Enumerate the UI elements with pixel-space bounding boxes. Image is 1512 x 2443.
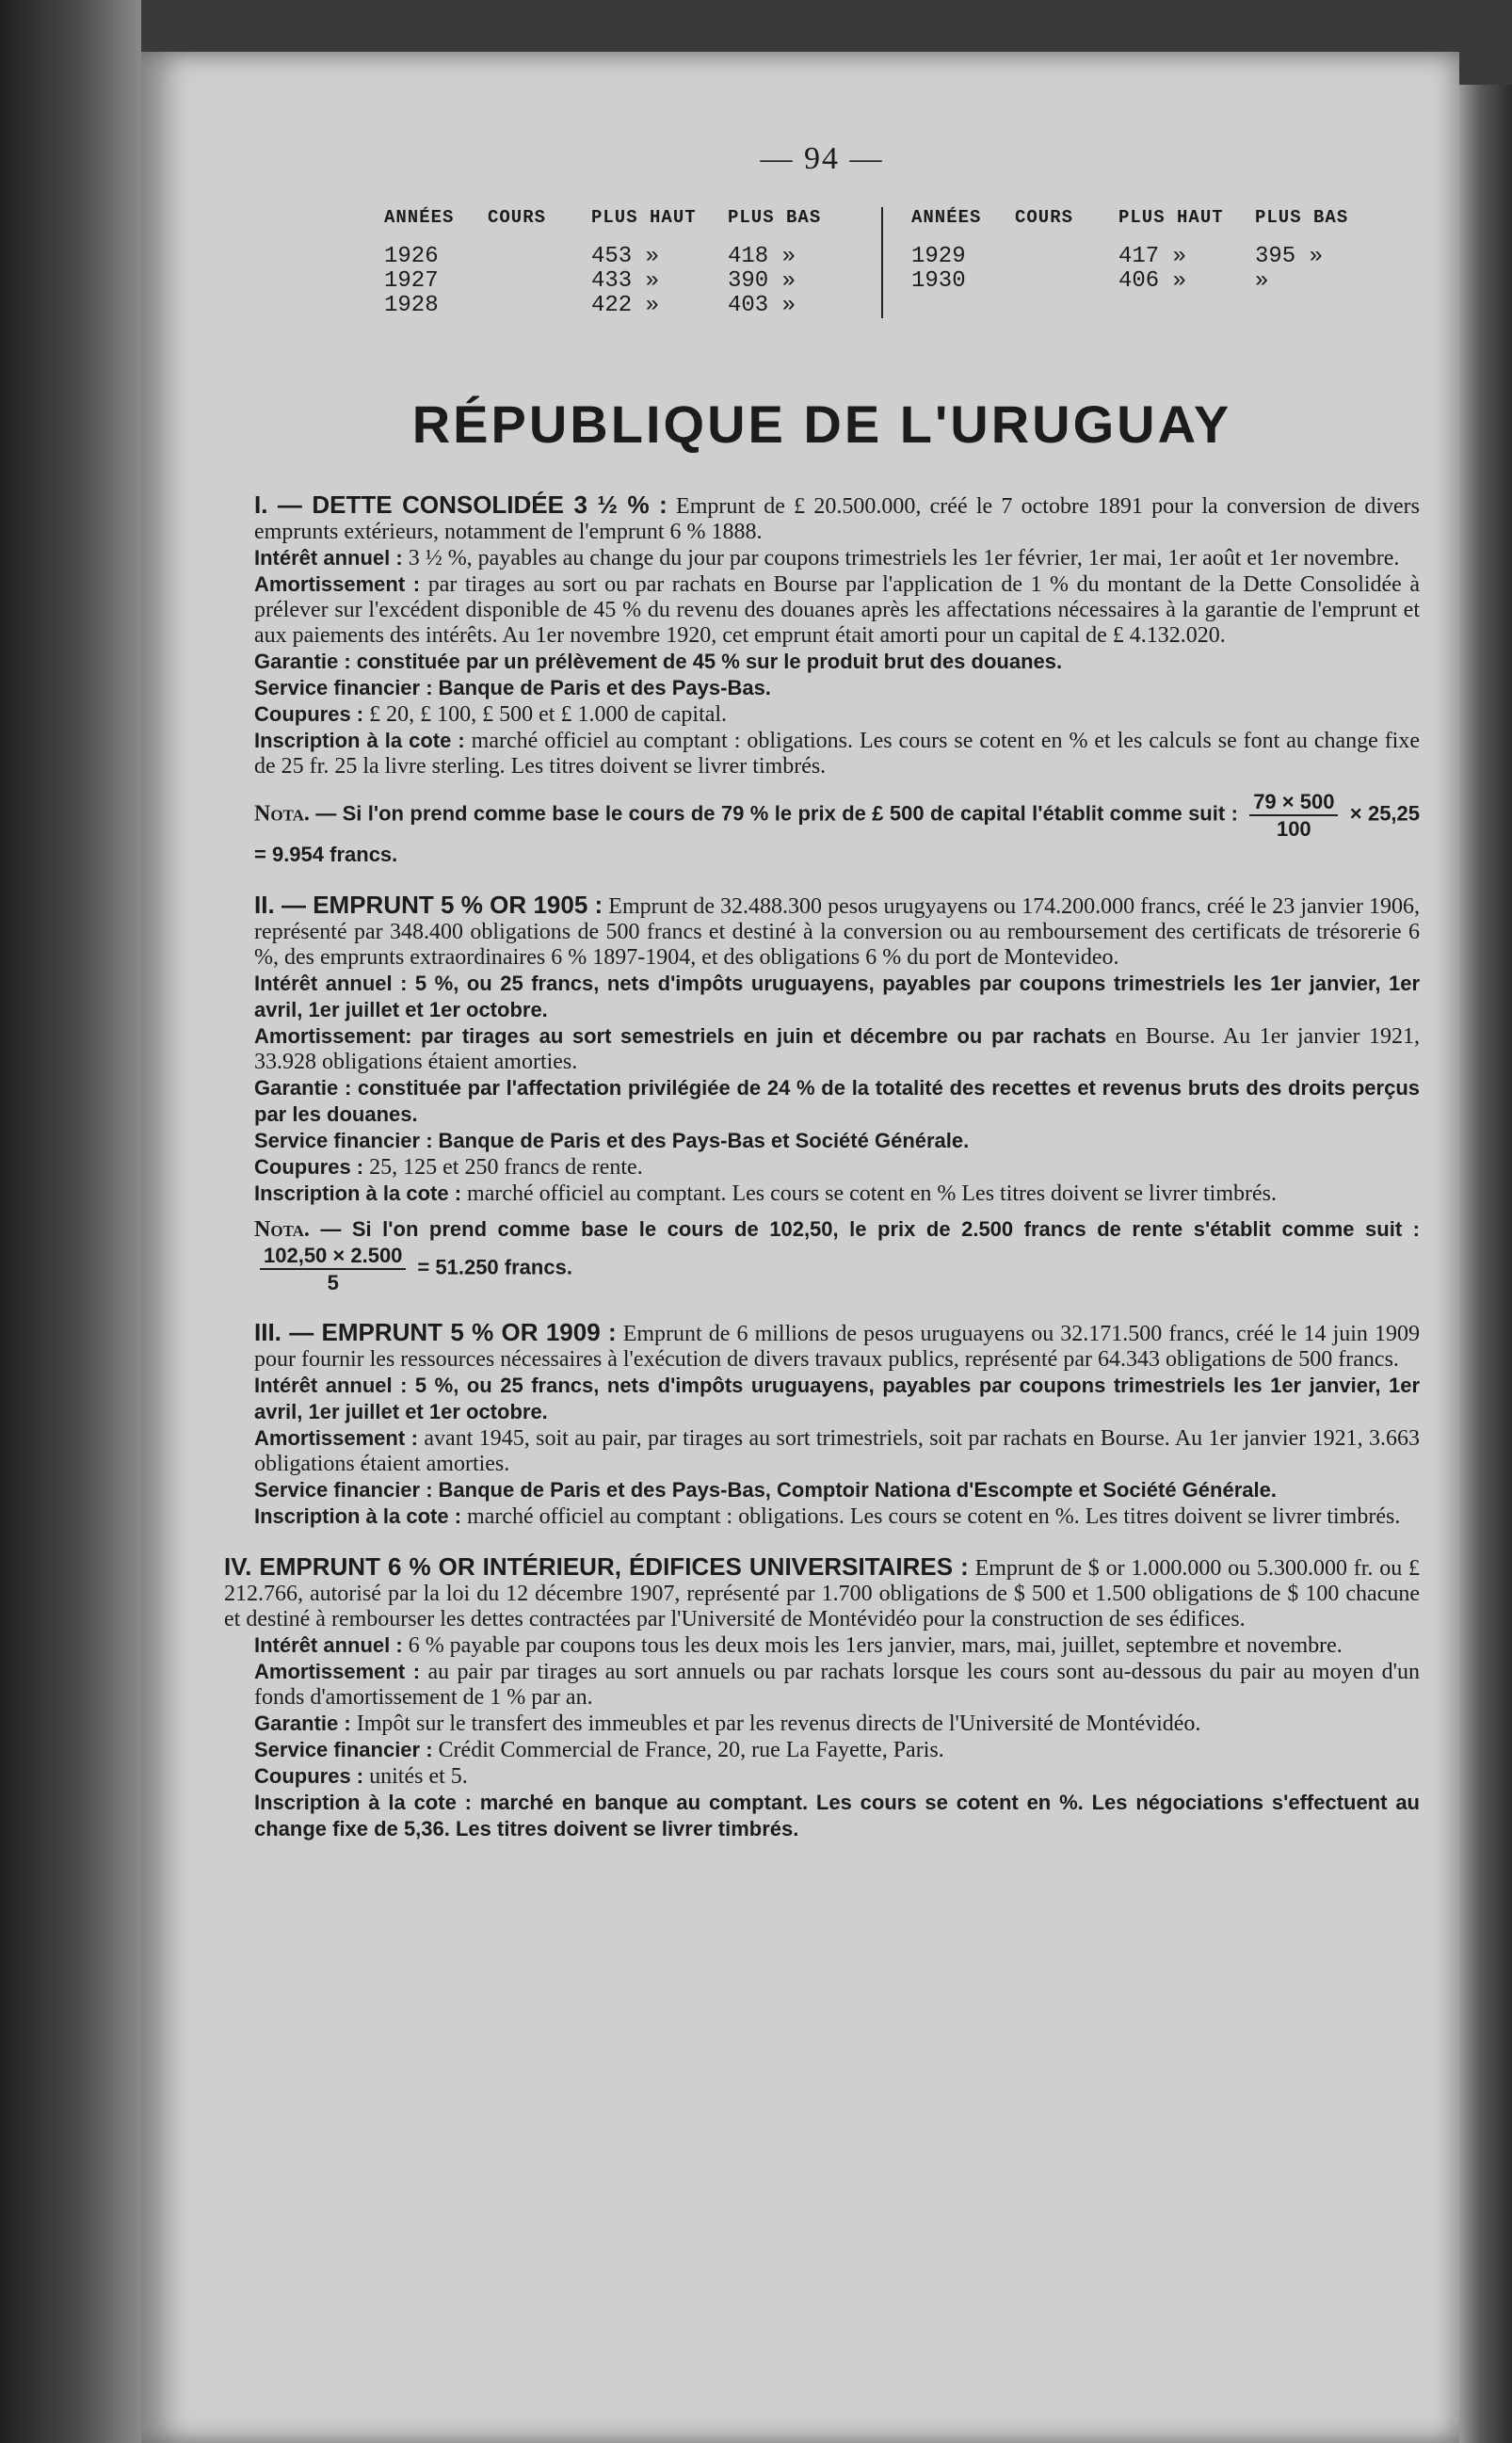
price-formula (260, 1243, 406, 1295)
amortissement-text: avant 1945, soit au pair, par tirages au sort trimestriels, soit par rachats en Bourse. Au 1er janvier 1921, 3.663 obligations étaient amorties. (254, 1426, 1421, 1476)
cours-cell (1015, 269, 1118, 294)
section-intro (224, 492, 1420, 545)
coupures-text: £ 20, £ 100, £ 500 et £ 1.000 de capital. (369, 702, 728, 727)
price-table-header (911, 207, 1420, 228)
interet-paragraph (224, 545, 1420, 571)
high-cell: 422 » (591, 293, 660, 318)
service-text: Banque de Paris et des Pays-Bas. (438, 676, 771, 699)
interet-label: Intérêt annuel : (254, 1374, 408, 1397)
year-cell: 1927 (384, 268, 439, 294)
cours-cell (488, 245, 591, 269)
amortissement-bold-text: par tirages au sort semestriels en juin et décembre ou par rachats (420, 1024, 1107, 1048)
col-header-plus-haut: PLUS HAUT (591, 207, 697, 228)
service-text: Banque de Paris et des Pays-Bas, Comptoir Nationa d'Escompte et Société Générale. (438, 1478, 1277, 1502)
coupures-label: Coupures : (254, 1764, 364, 1788)
page-number: — 94 — (760, 141, 884, 176)
coupures-label: Coupures : (254, 702, 364, 726)
formula-numerator: 102,50 × 2.500 (260, 1243, 406, 1270)
service-text: Crédit Commercial de France, 20, rue La Fayette, Paris. (438, 1738, 944, 1762)
price-table-left (224, 207, 883, 318)
col-header-plus-bas: PLUS BAS (728, 207, 822, 228)
nota-text: — Si l'on prend comme base le cours de 102,50, le prix de 2.500 francs de rente s'établit comme suit : (320, 1217, 1421, 1241)
price-formula (1249, 789, 1338, 842)
section-intro (224, 892, 1420, 971)
garantie-text: constituée par l'affectation privilégiée de 24 % de la totalité des recettes et revenus bruts des droits perçus par les douanes. (254, 1076, 1421, 1126)
inscription-label: Inscription à la cote : (254, 729, 465, 752)
service-paragraph (224, 675, 1420, 701)
interet-text: 3 ½ %, payables au change du jour par coupons trimestriels les 1er février, 1er mai, 1er août et 1er novembre. (408, 546, 1400, 571)
section-emprunt-edifices-universitaires (224, 1554, 1420, 1842)
col-header-cours: COURS (488, 207, 547, 228)
col-header-plus-bas: PLUS BAS (1255, 207, 1349, 228)
section-intro-text: Emprunt de $ or 1.000.000 ou 5.300.000 fr. ou £ 212.766, autorisé par la loi du 12 décembre 1907, représenté par 1.700 obligations de $ 500 et 1.500 obligations de $ 100 chacune et destiné à rembourser les dettes contractées par l'Université de Montévidéo pour la construction de ses édifices. (224, 1556, 1420, 1631)
high-cell: 453 » (591, 244, 660, 269)
amortissement-paragraph (224, 571, 1420, 649)
cours-cell (1015, 245, 1118, 269)
high-cell: 433 » (591, 268, 660, 294)
interet-label: Intérêt annuel : (254, 546, 403, 570)
service-paragraph (224, 1477, 1420, 1503)
inscription-paragraph (224, 1790, 1420, 1842)
inscription-text: marché officiel au comptant : obligations. Les cours se cotent en %. Les titres doivent se livrer timbrés. (467, 1504, 1401, 1529)
nota-label: Nota. (254, 1217, 310, 1242)
service-label: Service financier : (254, 1129, 433, 1152)
coupures-paragraph (224, 701, 1420, 728)
low-cell: 418 » (728, 244, 796, 269)
garantie-text: Impôt sur le transfert des immeubles et par les revenus directs de l'Université de Montévidéo. (356, 1712, 1201, 1736)
service-paragraph (224, 1737, 1420, 1763)
col-header-plus-haut: PLUS HAUT (1118, 207, 1224, 228)
service-label: Service financier : (254, 676, 433, 699)
section-emprunt-1905 (224, 892, 1420, 1295)
interet-text: 5 %, ou 25 francs, nets d'impôts uruguayens, payables par coupons trimestriels les 1er janvier, 1er avril, 1er juillet et 1er octobre. (254, 1374, 1421, 1423)
service-text: Banque de Paris et des Pays-Bas et Société Générale. (438, 1129, 970, 1152)
year-cell: 1929 (911, 244, 966, 269)
garantie-text: constituée par un prélèvement de 45 % sur le produit brut des douanes. (356, 650, 1063, 673)
coupures-text: unités et 5. (369, 1764, 468, 1789)
amortissement-paragraph (224, 1659, 1420, 1711)
book-binding-left (0, 0, 141, 2443)
year-cell: 1928 (384, 293, 439, 318)
col-header-annees: ANNÉES (911, 207, 982, 228)
section-heading: III. — EMPRUNT 5 % OR 1909 : (254, 1318, 617, 1346)
low-cell: 390 » (728, 268, 796, 294)
inscription-text: marché officiel au comptant. Les cours se cotent en % Les titres doivent se livrer timbrés. (467, 1181, 1277, 1206)
section-intro-text: Emprunt de 6 millions de pesos uruguayens ou 32.171.500 francs, créé le 14 juin 1909 pour fournir les ressources nécessaires à l'exécution de divers travaux publics, représenté par 64.343 obligations de 500 francs. (254, 1322, 1420, 1372)
table-row (384, 245, 881, 269)
garantie-label: Garantie : (254, 1076, 352, 1100)
nota-label: Nota. (254, 801, 310, 827)
interet-paragraph (224, 971, 1420, 1023)
coupures-paragraph (224, 1763, 1420, 1790)
section-dette-consolidee (224, 492, 1420, 868)
service-label: Service financier : (254, 1478, 433, 1502)
amortissement-text: en Bourse. Au 1er janvier 1921, 33.928 obligations étaient amorties. (254, 1024, 1420, 1074)
garantie-label: Garantie : (254, 1712, 351, 1735)
interet-label: Intérêt annuel : (254, 1633, 403, 1657)
high-cell: 417 » (1118, 244, 1187, 269)
coupures-paragraph (224, 1154, 1420, 1181)
inscription-text: marché en banque au comptant. Les cours se cotent en %. Les négociations s'effectuent au change fixe de 5,36. Les titres doivent se livrer timbrés. (254, 1791, 1420, 1840)
inscription-paragraph (224, 728, 1420, 780)
garantie-label: Garantie : (254, 650, 351, 673)
nota-paragraph (224, 789, 1420, 868)
page-content (224, 141, 1420, 1867)
table-row (384, 269, 881, 294)
table-row (911, 269, 1420, 294)
garantie-paragraph (224, 1711, 1420, 1737)
garantie-paragraph (224, 649, 1420, 675)
amortissement-text: par tirages au sort ou par rachats en Bourse par l'application de 1 % du montant de la Dette Consolidée à prélever sur l'excédent disponible de 45 % du revenu des douanes après les affectations nécessaires à la garantie de l'emprunt et aux paiements des intérêts. Au 1er novembre 1920, cet emprunt était amorti pour un capital de £ 4.132.020. (254, 572, 1421, 648)
interet-text: 5 %, ou 25 francs, nets d'impôts uruguayens, payables par coupons trimestriels les 1er janvier, 1er avril, 1er juillet et 1er octobre. (254, 972, 1421, 1021)
cours-cell (488, 294, 591, 318)
interet-label: Intérêt annuel : (254, 972, 408, 995)
coupures-label: Coupures : (254, 1155, 364, 1179)
inscription-label: Inscription à la cote : (254, 1791, 472, 1814)
section-heading: IV. EMPRUNT 6 % OR INTÉRIEUR, ÉDIFICES UNIVERSITAIRES : (224, 1552, 969, 1581)
service-paragraph (224, 1128, 1420, 1154)
low-cell: 403 » (728, 293, 796, 318)
price-table (224, 207, 1420, 318)
amortissement-paragraph (224, 1425, 1420, 1477)
inscription-paragraph (224, 1181, 1420, 1207)
amortissement-paragraph (224, 1023, 1420, 1075)
table-row (911, 245, 1420, 269)
section-intro-text: Emprunt de £ 20.500.000, créé le 7 octobre 1891 pour la conversion de divers emprunts extérieurs, notamment de l'emprunt 6 % 1888. (254, 494, 1421, 544)
low-cell: » (1255, 268, 1269, 294)
coupures-text: 25, 125 et 250 francs de rente. (369, 1155, 643, 1180)
formula-denominator: 100 (1276, 817, 1311, 841)
year-cell: 1926 (384, 244, 439, 269)
table-row (384, 294, 881, 318)
page-title: RÉPUBLIQUE DE L'URUGUAY (411, 394, 1232, 454)
section-heading: I. — DETTE CONSOLIDÉE 3 ½ % : (254, 490, 668, 519)
book-page-edge (1459, 85, 1512, 2443)
formula-result: × 25,25 = 9.954 francs. (254, 801, 1421, 866)
inscription-label: Inscription à la cote : (254, 1181, 462, 1205)
cours-cell (488, 269, 591, 294)
col-header-cours: COURS (1015, 207, 1074, 228)
amortissement-label: Amortissement: (254, 1024, 412, 1048)
nota-text: — Si l'on prend comme base le cours de 79 % le prix de £ 500 de capital l'établit comme suit : (315, 801, 1238, 826)
section-intro-text: Emprunt de 32.488.300 pesos urugyayens ou 174.200.000 francs, créé le 23 janvier 1906, représenté par 348.400 obligations de 500 francs et destiné à la conversion ou au remboursement des certificats de trésorerie 6 %, des emprunts extraordinaires 6 % 1897-1904, et des obligations 6 % du port de Montevideo. (254, 894, 1421, 970)
formula-result: = 51.250 francs. (417, 1255, 572, 1279)
formula-numerator: 79 × 500 (1249, 789, 1338, 816)
nota-paragraph (224, 1216, 1420, 1295)
col-header-annees: ANNÉES (384, 207, 455, 228)
service-label: Service financier : (254, 1738, 433, 1761)
price-table-header (384, 207, 881, 228)
amortissement-label: Amortissement : (254, 1426, 418, 1450)
inscription-paragraph (224, 1503, 1420, 1530)
amortissement-label: Amortissement : (254, 572, 421, 596)
high-cell: 406 » (1118, 268, 1187, 294)
interet-paragraph (224, 1632, 1420, 1659)
low-cell: 395 » (1255, 244, 1324, 269)
year-cell: 1930 (911, 268, 966, 294)
section-heading: II. — EMPRUNT 5 % OR 1905 : (254, 891, 603, 919)
inscription-text: marché officiel au comptant : obligations. Les cours se cotent en % et les calculs se font au change fixe de 25 fr. 25 la livre sterling. Les titres doivent se livrer timbrés. (254, 729, 1421, 779)
amortissement-text: au pair par tirages au sort annuels ou par rachats lorsque les cours sont au-dessous du pair au moyen d'un fonds d'amortissement de 1 % par an. (254, 1660, 1421, 1710)
inscription-label: Inscription à la cote : (254, 1504, 462, 1528)
garantie-paragraph (224, 1075, 1420, 1128)
interet-paragraph (224, 1373, 1420, 1425)
section-emprunt-1909 (224, 1320, 1420, 1530)
formula-denominator: 5 (327, 1271, 339, 1294)
interet-text: 6 % payable par coupons tous les deux mois les 1ers janvier, mars, mai, juillet, septembre et novembre. (408, 1633, 1343, 1658)
section-intro (224, 1554, 1420, 1632)
price-table-right (883, 207, 1420, 318)
section-intro (224, 1320, 1420, 1373)
amortissement-label: Amortissement : (254, 1660, 421, 1683)
